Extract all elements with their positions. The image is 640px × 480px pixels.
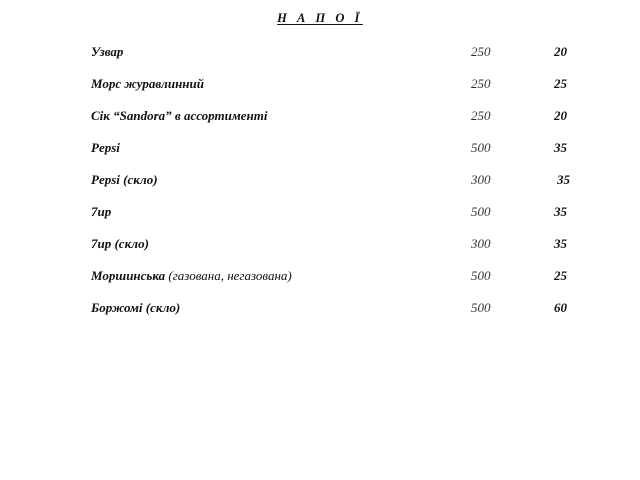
menu-item-row <box>0 108 640 126</box>
item-volume: 500 <box>471 140 491 155</box>
item-volume: 300 <box>471 236 491 251</box>
item-volume: 300 <box>471 172 491 187</box>
item-volume: 500 <box>471 204 491 219</box>
item-volume: 500 <box>471 300 491 315</box>
menu-item-row <box>0 204 640 222</box>
item-note: (газована, негазована) <box>168 268 292 283</box>
item-volume: 250 <box>471 108 491 123</box>
item-name-text: Моршинська <box>91 268 166 283</box>
item-volume: 250 <box>471 76 491 91</box>
item-price: 35 <box>554 204 567 219</box>
menu-title: Н А П О Ї <box>277 11 363 25</box>
item-price: 35 <box>554 236 567 251</box>
item-price: 35 <box>557 172 570 187</box>
item-name: Pepsi (скло) <box>91 172 158 187</box>
item-volume: 500 <box>471 268 491 283</box>
item-price: 20 <box>554 44 567 59</box>
item-name: Сік “Sandora” в ассортименті <box>91 108 268 123</box>
item-name: Морс журавлинний <box>91 76 204 91</box>
menu-item-row <box>0 76 640 94</box>
item-name <box>91 268 292 284</box>
item-price: 60 <box>554 300 567 315</box>
item-name: Pepsi <box>91 140 120 155</box>
item-price: 35 <box>554 140 567 155</box>
item-price: 25 <box>554 76 567 91</box>
menu-item-row <box>0 268 640 286</box>
item-price: 25 <box>554 268 567 283</box>
item-name: 7up <box>91 204 112 219</box>
item-price: 20 <box>554 108 567 123</box>
menu-item-row <box>0 236 640 254</box>
menu-item-row <box>0 172 640 190</box>
item-name: Боржомі (скло) <box>91 300 181 315</box>
item-volume: 250 <box>471 44 491 59</box>
item-name: Узвар <box>91 44 124 59</box>
menu-item-row <box>0 44 640 62</box>
menu-item-row <box>0 140 640 158</box>
item-name: 7up (скло) <box>91 236 149 251</box>
menu-item-row <box>0 300 640 318</box>
